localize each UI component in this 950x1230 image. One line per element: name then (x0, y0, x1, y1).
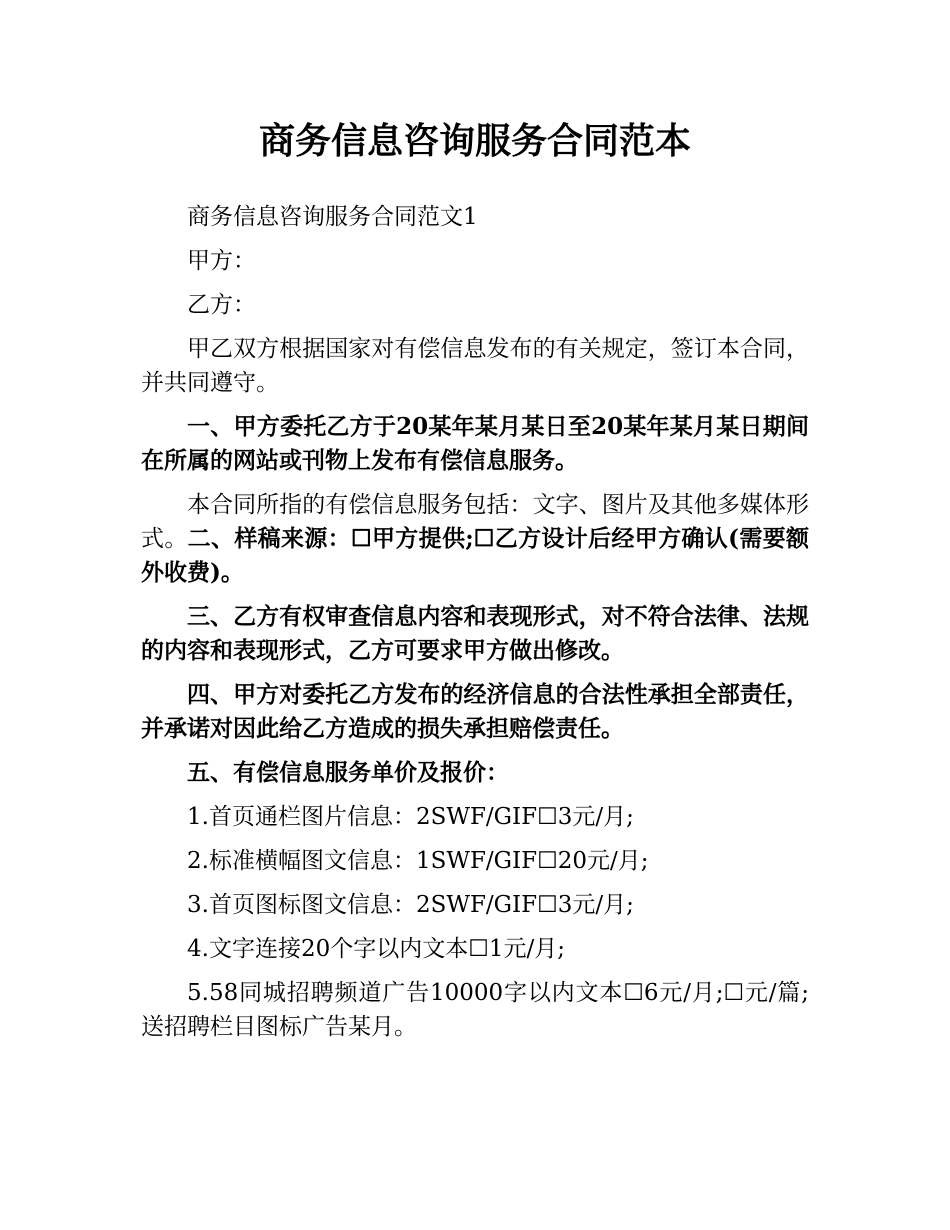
paragraph-clause-1: 一、甲方委托乙方于20某年某月某日至20某年某月某日期间在所属的网站或刊物上发布有偿信息服务。 (141, 413, 809, 474)
paragraph-service-scope (141, 488, 809, 590)
paragraph-clause-4: 四、甲方对委托乙方发布的经济信息的合法性承担全部责任，并承诺对因此给乙方造成的损失承担赔偿责任。 (141, 681, 809, 742)
price-item-4: 4.文字连接20个字以内文本☐1元/月; (187, 936, 565, 962)
document-body (141, 200, 809, 1054)
clause-2-text: 二、样稿来源：☐甲方提供;☐乙方设计后经甲方确认(需要额外收费)。 (141, 525, 809, 586)
paragraph-contract-subtitle: 商务信息咨询服务合同范文1 (187, 204, 478, 230)
price-item-1: 1.首页通栏图片信息：2SWF/GIF☐3元/月; (187, 804, 634, 830)
paragraph-clause-3: 三、乙方有权审查信息内容和表现形式，对不符合法律、法规的内容和表现形式，乙方可要求甲方做出修改。 (141, 603, 809, 664)
paragraph-clause-5: 五、有偿信息服务单价及报价： (187, 759, 509, 786)
paragraph-party-b: 乙方： (187, 292, 256, 318)
paragraph-party-a: 甲方： (187, 248, 256, 274)
document-title: 商务信息咨询服务合同范本 (258, 121, 691, 162)
price-item-3: 3.首页图标图文信息：2SWF/GIF☐3元/月; (187, 892, 634, 918)
service-scope-text: 本合同所指的有偿信息服务包括：文字、图片及其他多媒体形式。 (141, 492, 809, 552)
price-item-2: 2.标准横幅图文信息：1SWF/GIF☐20元/月; (187, 848, 649, 874)
price-item-5: 5.58同城招聘频道广告10000字以内文本☐6元/月;☐元/篇;送招聘栏目图标广告某月。 (141, 980, 809, 1040)
paragraph-preamble: 甲乙双方根据国家对有偿信息发布的有关规定，签订本合同，并共同遵守。 (141, 336, 809, 396)
